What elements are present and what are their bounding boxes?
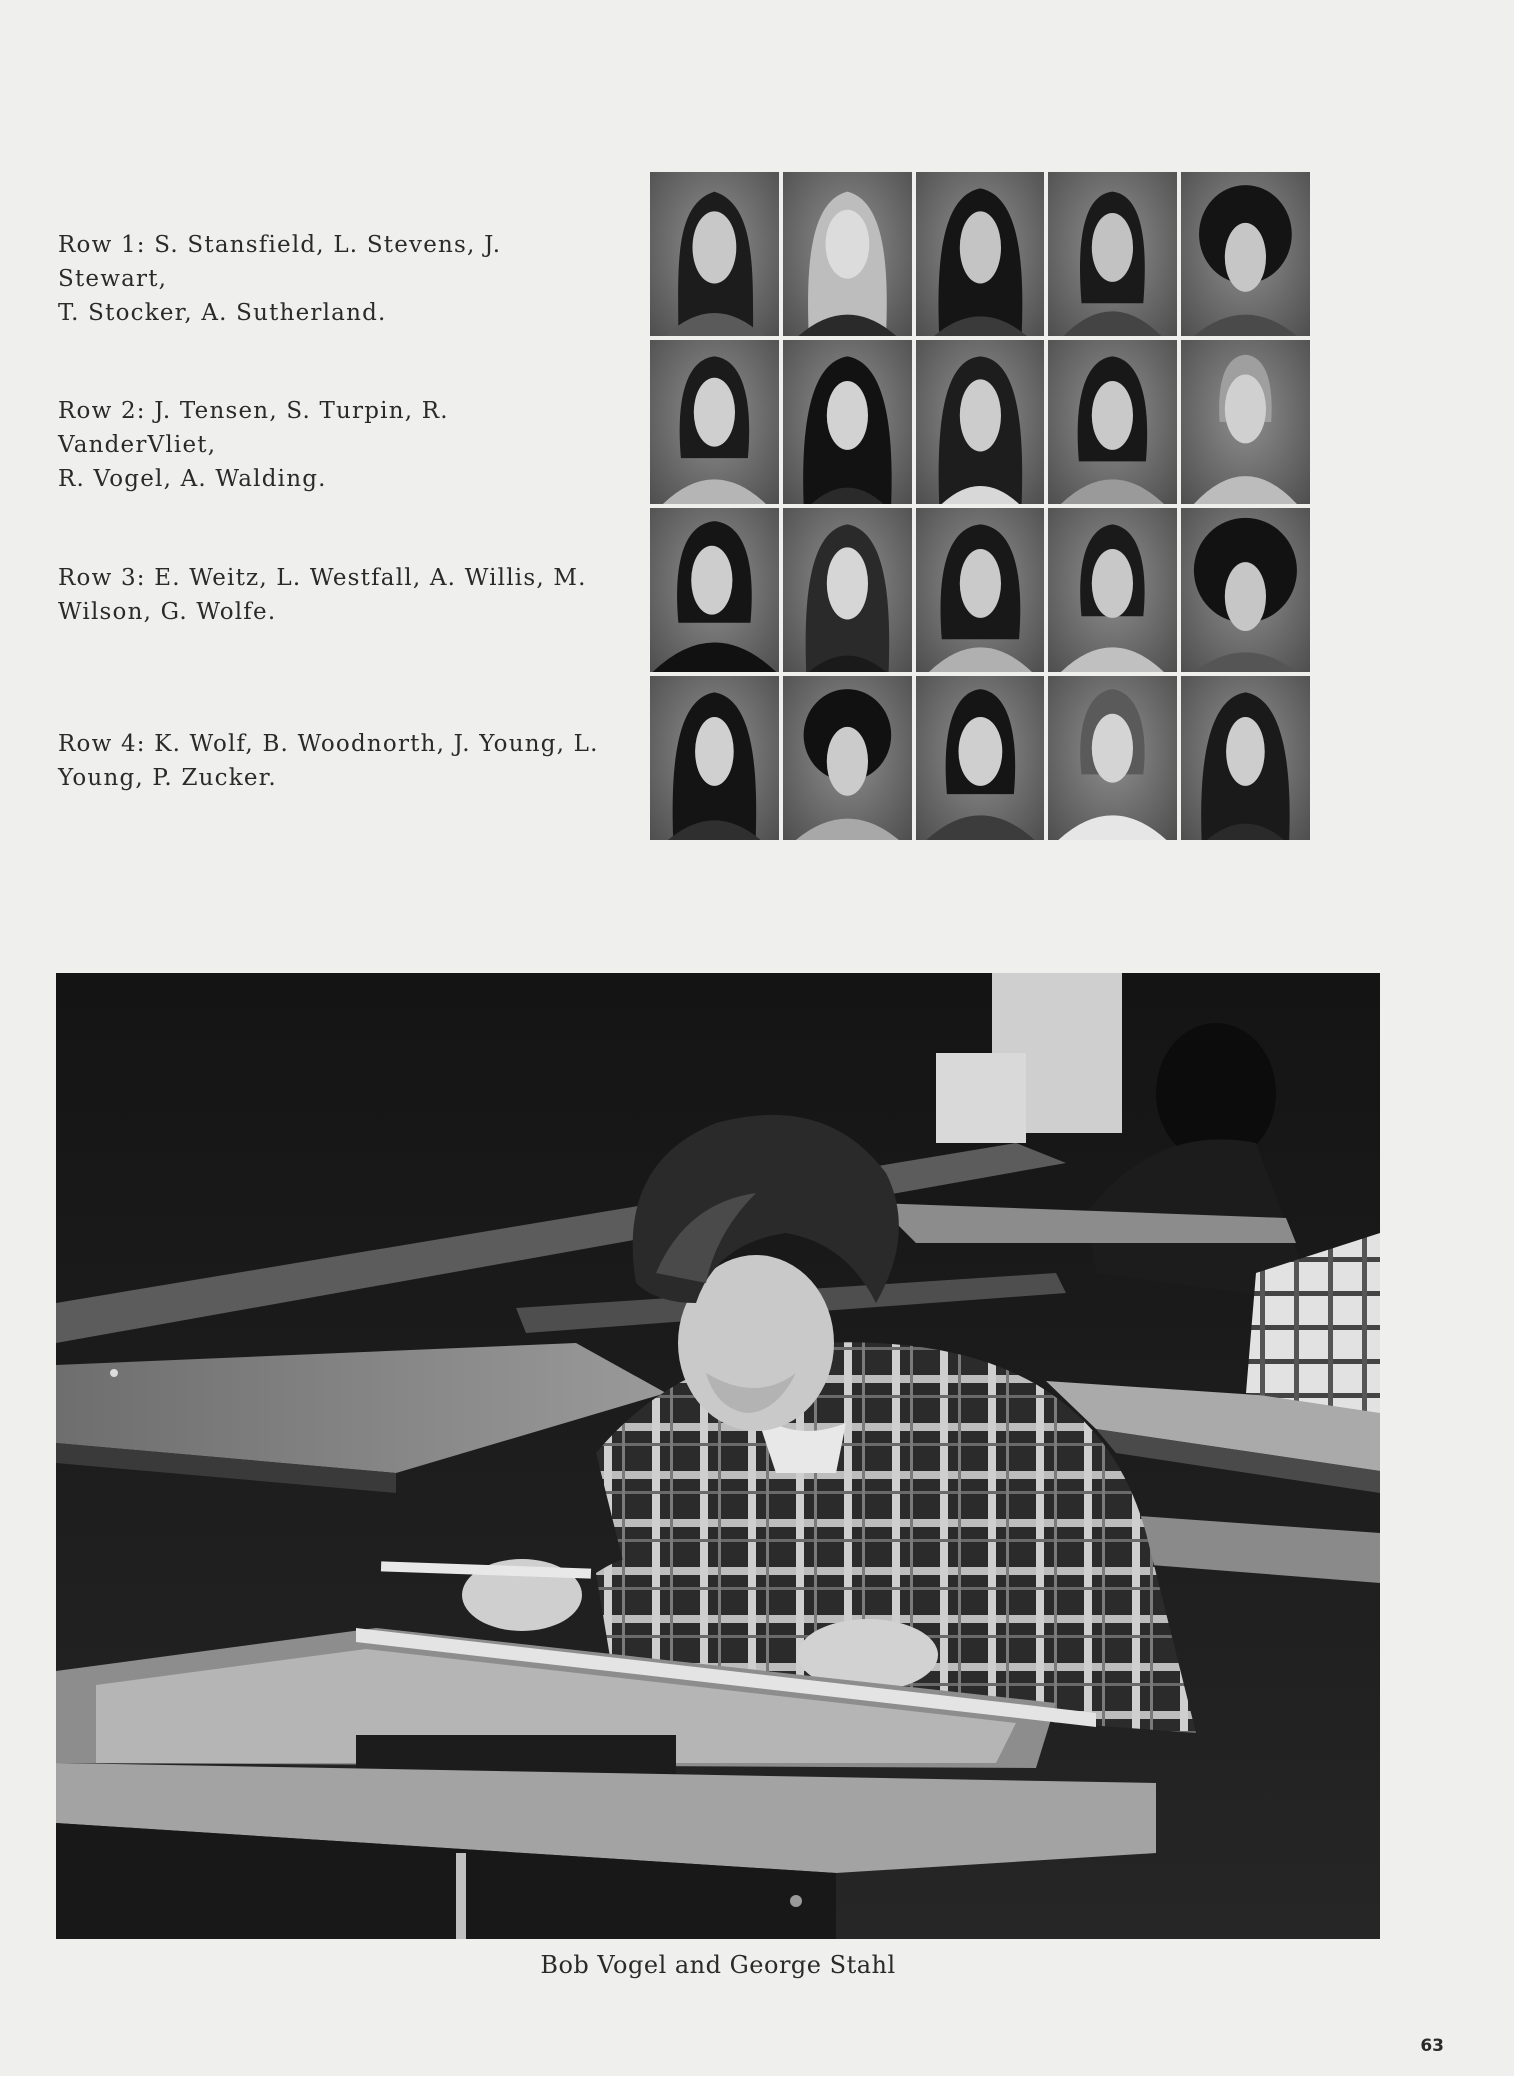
portrait-r4-c5 [1181, 676, 1310, 840]
drafting-class-photo [56, 973, 1380, 1939]
row-4-caption [58, 727, 608, 795]
portrait-r1-c5 [1181, 172, 1310, 336]
portrait-r4-c4 [1048, 676, 1177, 840]
portrait-r3-c3 [916, 508, 1045, 672]
row-1-caption [58, 228, 608, 330]
portrait-r2-c1 [650, 340, 779, 504]
portrait-r1-c4 [1048, 172, 1177, 336]
row-1-caption-line-2: T. Stocker, A. Sutherland. [58, 300, 387, 326]
portrait-r1-c1 [650, 172, 779, 336]
portrait-r2-c5 [1181, 340, 1310, 504]
photo-caption: Bob Vogel and George Stahl [540, 1951, 896, 1979]
portrait-r3-c2 [783, 508, 912, 672]
row-2-caption-line-2: R. Vogel, A. Walding. [58, 466, 327, 492]
portrait-r2-c3 [916, 340, 1045, 504]
portrait-r3-c5 [1181, 508, 1310, 672]
portrait-r4-c1 [650, 676, 779, 840]
row-3-caption-line-2: Wilson, G. Wolfe. [58, 599, 277, 625]
row-3-caption [58, 561, 608, 629]
page-number: 63 [1420, 2036, 1444, 2056]
row-4-caption-line-1: Row 4: K. Wolf, B. Woodnorth, J. Young, L. [58, 731, 599, 757]
portrait-r2-c2 [783, 340, 912, 504]
portrait-r3-c4 [1048, 508, 1177, 672]
portrait-grid [650, 172, 1310, 840]
portrait-r4-c3 [916, 676, 1045, 840]
row-2-caption [58, 394, 608, 496]
portrait-r3-c1 [650, 508, 779, 672]
portrait-r1-c2 [783, 172, 912, 336]
row-2-caption-line-1: Row 2: J. Tensen, S. Turpin, R. VanderVliet, [58, 398, 449, 458]
portrait-r2-c4 [1048, 340, 1177, 504]
portrait-r4-c2 [783, 676, 912, 840]
row-3-caption-line-1: Row 3: E. Weitz, L. Westfall, A. Willis, M. [58, 565, 587, 591]
drafting-class-illustration [56, 973, 1380, 1939]
portrait-r1-c3 [916, 172, 1045, 336]
row-4-caption-line-2: Young, P. Zucker. [58, 765, 277, 791]
row-1-caption-line-1: Row 1: S. Stansfield, L. Stevens, J. Stewart, [58, 232, 502, 292]
